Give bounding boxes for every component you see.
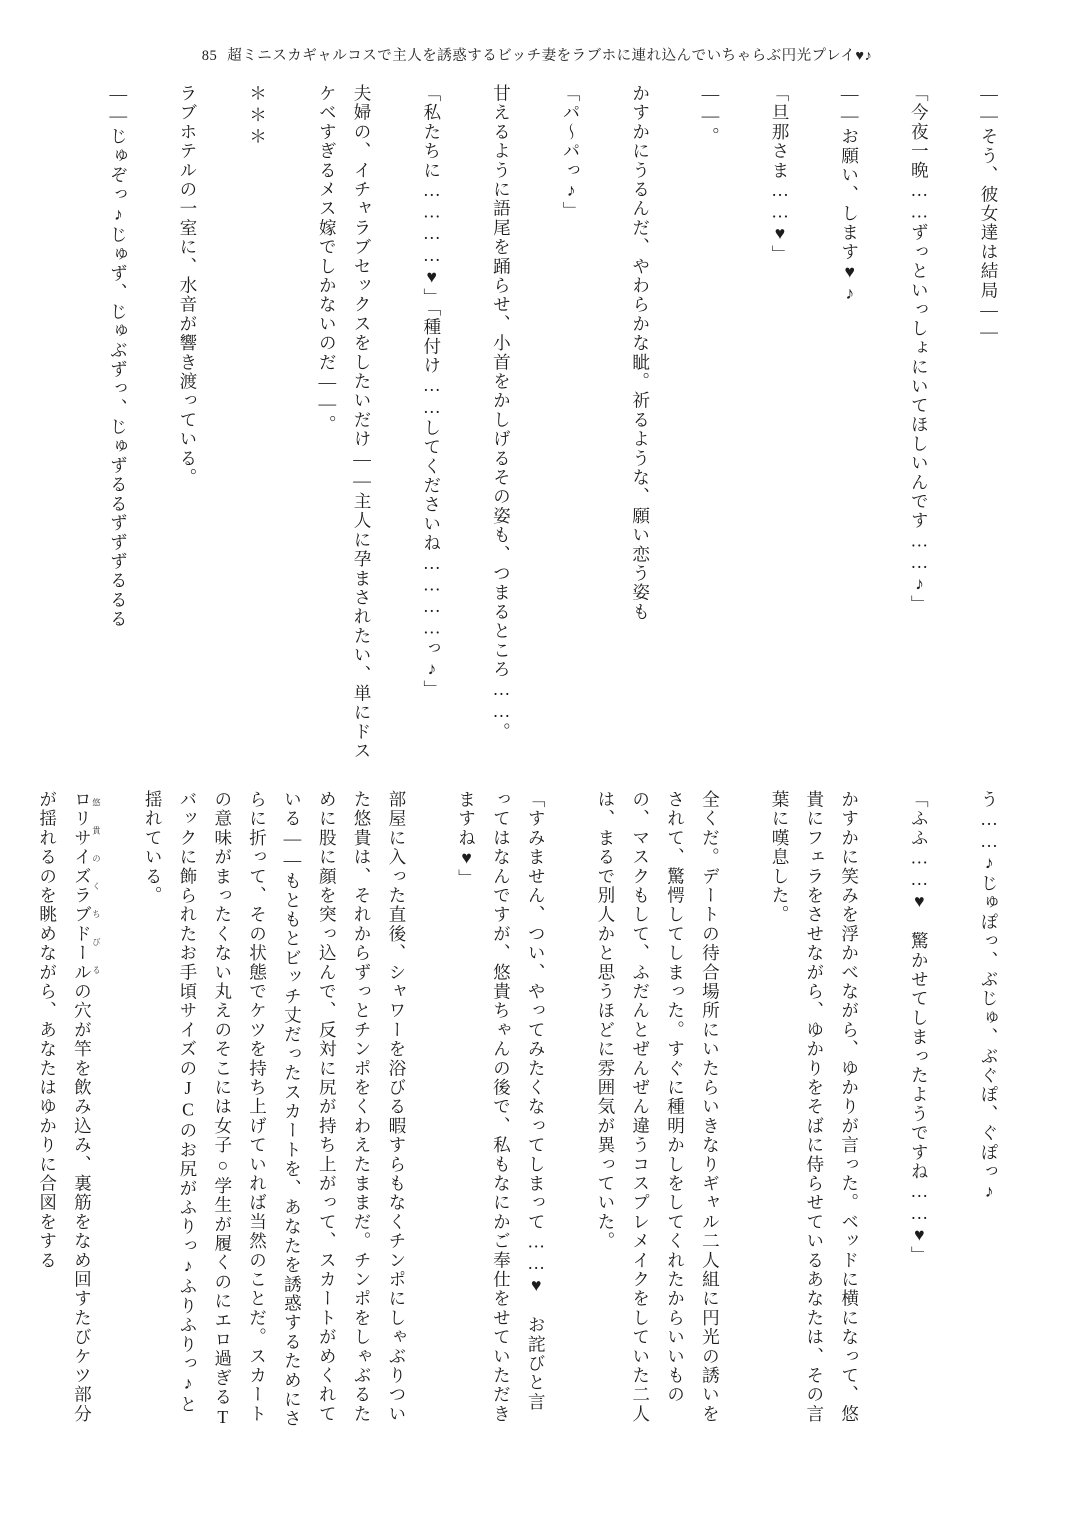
scene-divider: ＊＊＊ xyxy=(247,84,268,149)
paragraph-blank xyxy=(414,790,449,1430)
body-text-lower xyxy=(37,790,1006,1430)
paragraph: ――。 xyxy=(700,84,721,147)
ruby-group xyxy=(72,790,101,982)
paragraph-blank xyxy=(658,84,693,774)
paragraph: 部屋に入った直後、シャワーを浴びる暇すらもなくチンポにしゃぶりついた悠貴は、それからずっとチンポをくわえたままだ。チンポをしゃぶるために股に顔を突っ込んで、反対に尻が持ち上がって、スカートがめくれている――もともとビッチ丈だったスカートを、あなたを誘惑するためにさらに折って、その状態でケツを持ち上げていれば当然のことだ。スカートの意味がまったくない丸えのそこには女子○学生が履くのにエロ過ぎるTバックに飾られたお手頃サイズのJCのお尻がふりっ♪ふりふりっ♪と揺れている。 xyxy=(143,790,407,1429)
paragraph-blank xyxy=(379,84,414,774)
paragraph-blank xyxy=(936,84,971,774)
paragraph: かすかに笑みを浮かべながら、ゆかりが言った。ベッドに横になって、悠貴にフェラをさせながら、ゆかりをそばに侍らせているあなたは、その言葉に嘆息した。 xyxy=(770,790,860,1424)
paragraph: ――じゅぞっ♪じゅず、じゅぶずっ、じゅずるるずずずるるる xyxy=(108,84,129,629)
paragraph-blank xyxy=(275,84,310,774)
ruby-reading: 悠貴のくちびる xyxy=(91,790,101,982)
paragraph-blank xyxy=(867,790,902,1430)
running-header xyxy=(0,44,1074,65)
paragraph: 「今夜一晩……ずっといっしょにいてほしいんです……♪」 xyxy=(909,84,930,615)
paragraph-blank xyxy=(867,84,902,774)
paragraph: 全くだ。デートの待合場所にいたらいきなりギャル二人組に円光の誘いをされて、驚愕してしまった。すぐに種明かしをしてくれたからいいものの、マスクもして、ふだんとぜんぜん違うコスプレメイクをしていた二人は、まるで別人かと思うほどに雰囲気が異っていた。 xyxy=(595,790,721,1424)
body-text-upper xyxy=(56,84,1006,774)
paragraph: 甘えるように語尾を踊らせ、小首をかしげるその姿も、つまるところ……。 xyxy=(491,84,512,742)
paragraph-blank xyxy=(936,790,971,1430)
paragraph: ――そう、彼女達は結局―― xyxy=(979,84,999,344)
paragraph-blank xyxy=(727,84,762,774)
paragraph-blank xyxy=(135,84,170,774)
paragraph-blank xyxy=(205,84,240,774)
paragraph: 夫婦の、イチャラブセックスをしたいだけ――主人に孕まされたい、単にドスケベすぎるメス嫁でしかないのだ――。 xyxy=(317,84,373,761)
paragraph-blank xyxy=(553,790,588,1430)
paragraph: 「ふふ……♥ 驚かせてしまったようですね……♥」 xyxy=(909,790,930,1266)
paragraph: 「パ～パっ♪」 xyxy=(561,84,582,221)
ruby-base: ロリサイズラブドール xyxy=(72,790,93,982)
paragraph-tail: の穴が竿を飲み込み、裏筋をなめ回すたびケツ部分が揺れるのを眺めながら、あなたはゆかりに合図をする xyxy=(37,790,93,1424)
paragraph-blank xyxy=(727,790,762,1430)
paragraph: かすかにうるんだ、やわらかな眦。祈るような、願い恋う姿も xyxy=(630,84,651,622)
paragraph: 「旦那さま……♥」 xyxy=(770,84,791,264)
paragraph-with-ruby xyxy=(30,790,101,1430)
paragraph: う……♪じゅぽっ、ぶじゅ、ぶぐぽ、ぐぽっ♪ xyxy=(979,790,999,1203)
paragraph: 「すみません、つい、やってみたくなってしまって……♥ お詫びと言ってはなんですが、悠貴ちゃんの後で、私もなにかご奉仕をせていただきますね♥」 xyxy=(456,790,547,1424)
chapter-title: 超ミニスカギャルコスで主人を誘惑するビッチ妻をラブホに連れ込んでいちゃらぶ円光プレイ♥♪ xyxy=(227,48,873,64)
paragraph-blank xyxy=(518,84,553,774)
paragraph: ラブホテルの一室に、水音が響き渡っている。 xyxy=(177,84,198,488)
paragraph-blank xyxy=(797,84,832,774)
page-number: 85 xyxy=(201,48,218,64)
paragraph-blank xyxy=(588,84,623,774)
paragraph-blank xyxy=(100,790,135,1430)
paragraph: ――お願い、します♥♪ xyxy=(839,84,860,305)
paragraph-blank xyxy=(449,84,484,774)
paragraph: 「私たちに…………♥」「種付け……してくださいね…………っ♪」 xyxy=(421,84,442,700)
